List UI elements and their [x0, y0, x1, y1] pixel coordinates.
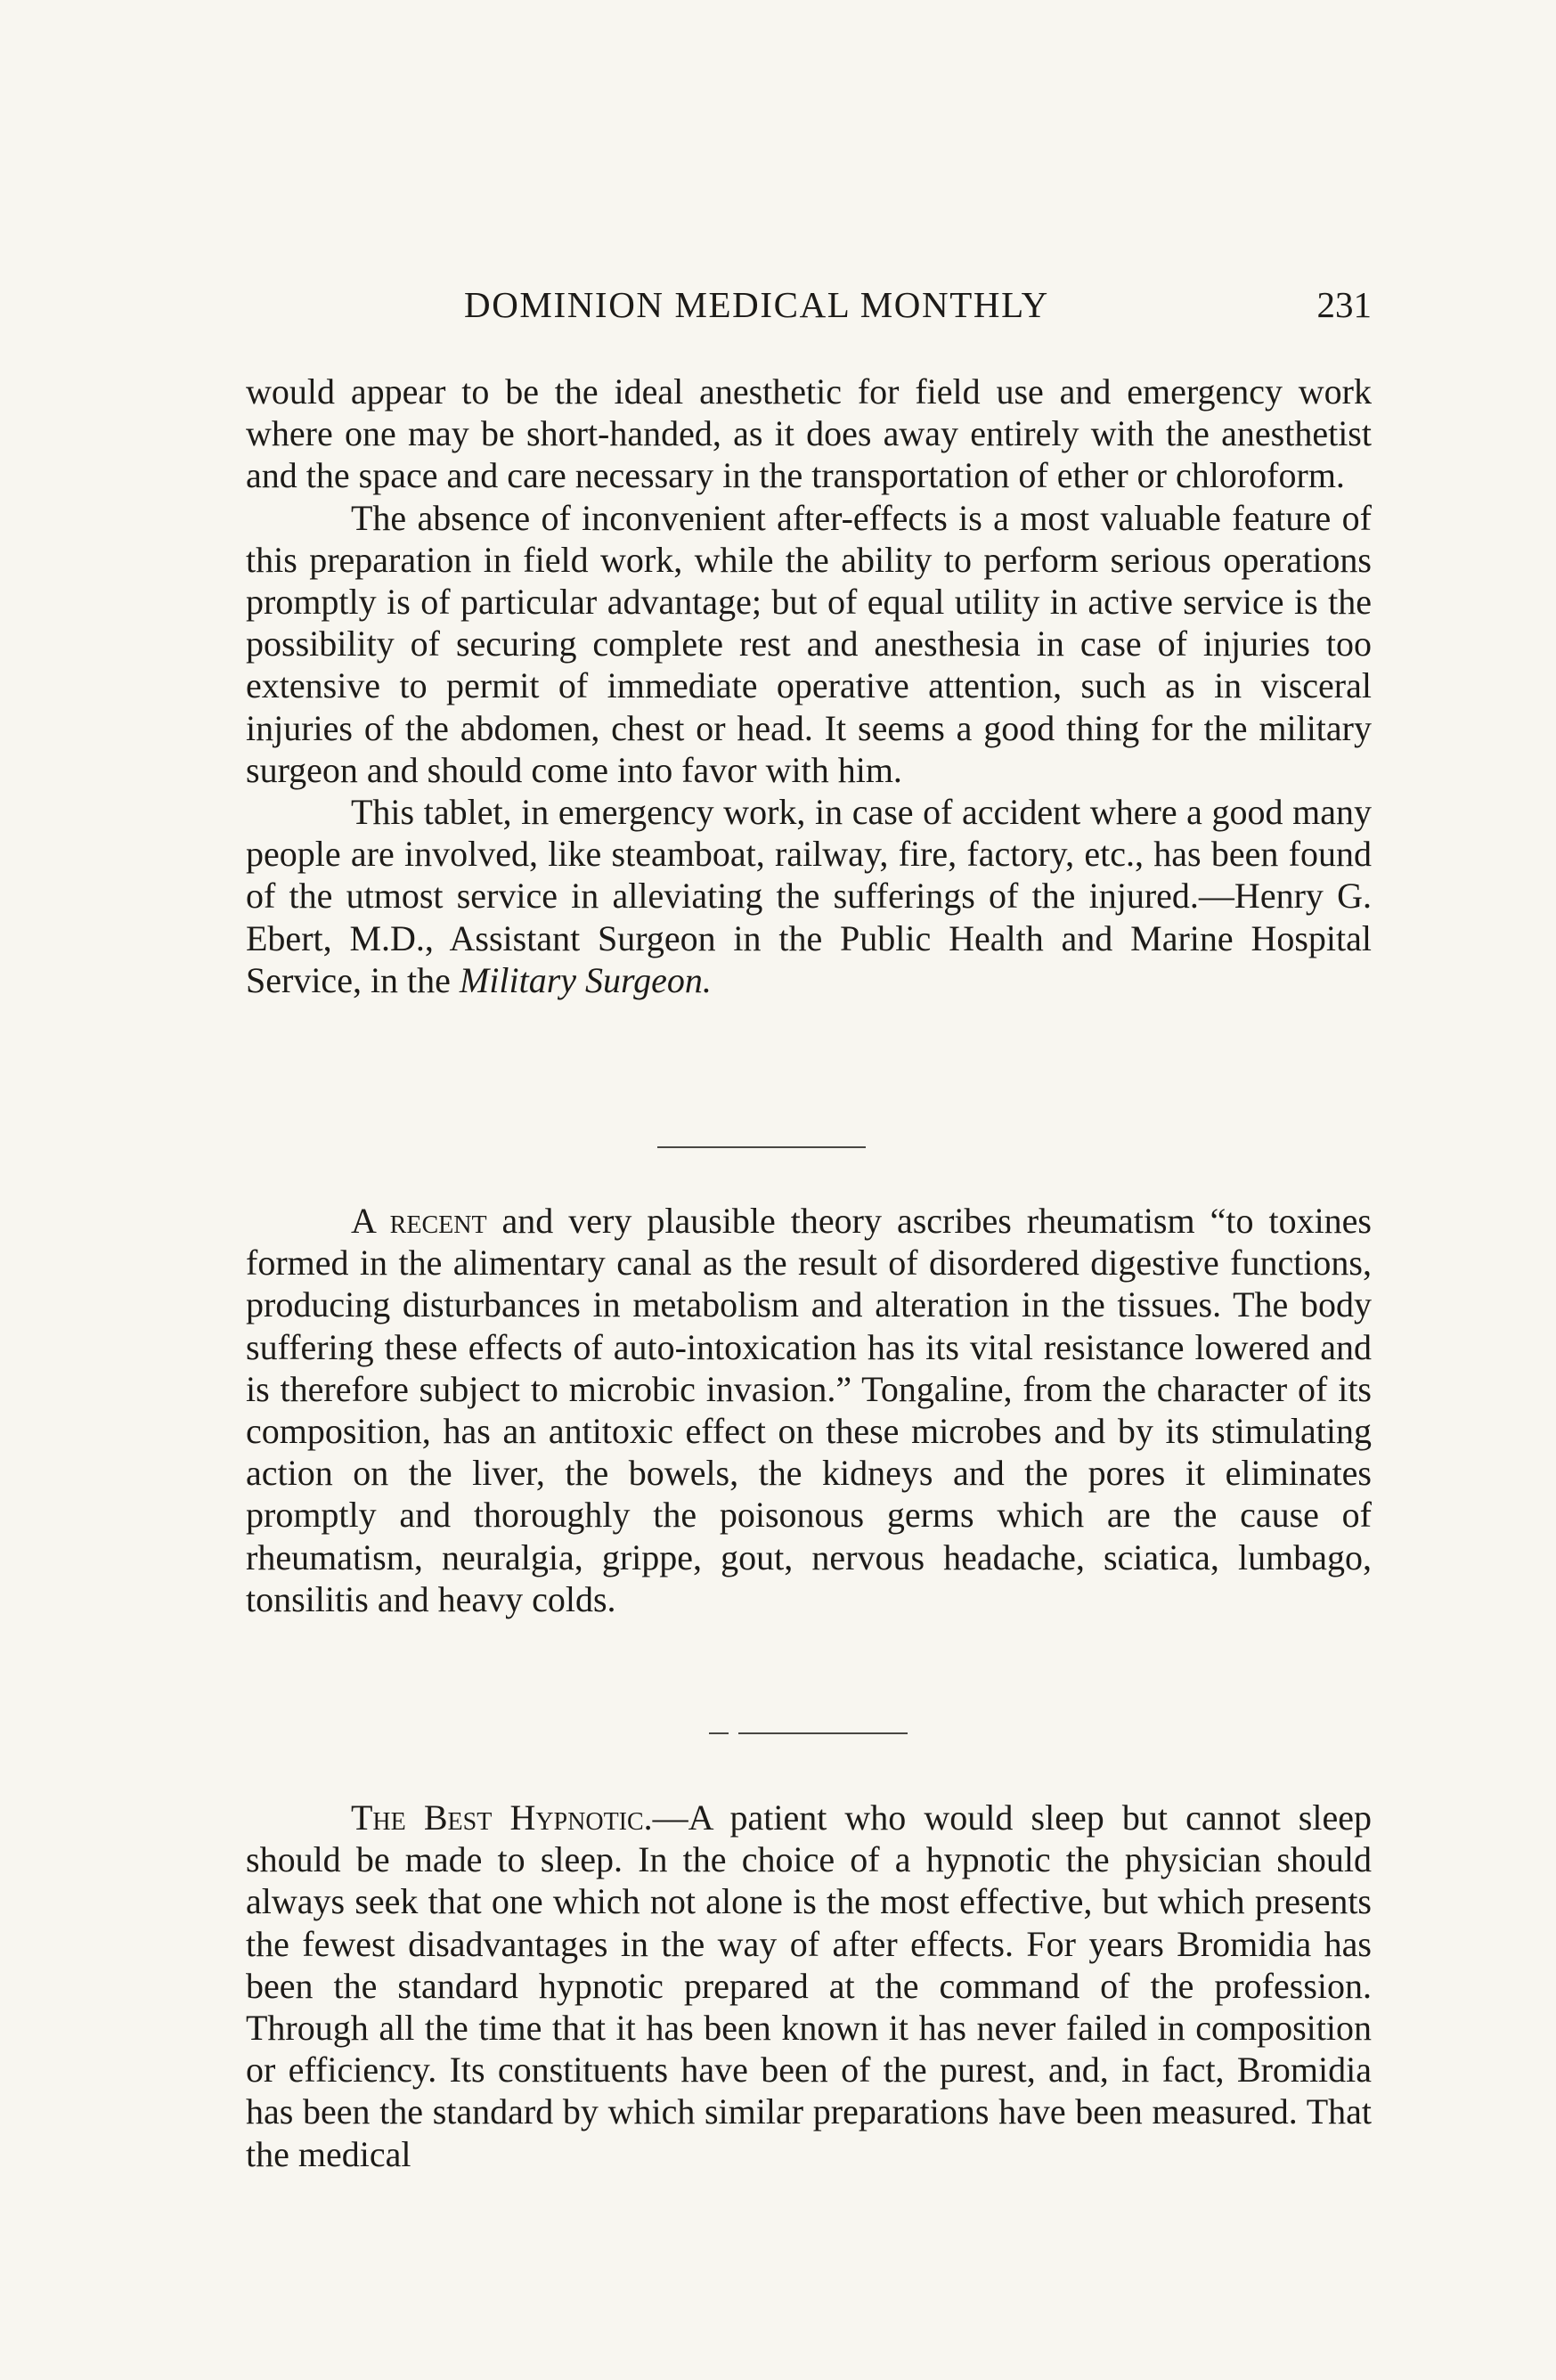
paragraph-continuation: would appear to be the ideal anesthetic for field use and emergency work where one may be short-handed, as it does away entirely with the anesthetist and the space and care necessary in the transportation of ether or chloroform. [246, 371, 1372, 496]
article-rheumatism [246, 1200, 1372, 1620]
page-number: 231 [1316, 284, 1372, 325]
article-hypnotic [246, 1797, 1372, 2175]
paragraph-rheumatism-text: and very plausible theory ascribes rheumatism “to toxines formed in the alimentary canal as the result of disordered digestive functions, producing disturbances in metabolism and alteration in the tissues. The body suffering these effects of auto-intoxication has its vital resistance lowered and is therefore subject to microbic invasion.” Tongaline, from the character of its composition, has an antitoxic effect on these microbes and by its stimulating action on the liver, the bowels, the kidneys and the pores it eliminates promptly and thoroughly the poisonous germs which are the cause of rheumatism, neuralgia, grippe, gout, nervous headache, sciatica, lumbago, tonsilitis and heavy colds. [246, 1201, 1372, 1619]
section-divider-2 [738, 1732, 908, 1734]
source-journal-name: Military Surgeon. [459, 959, 712, 1000]
article-anesthetic [246, 371, 1372, 1001]
paragraph-tablet [246, 791, 1372, 1001]
paragraph-lead-best-hypnotic: The Best Hypnotic. [351, 1797, 653, 1838]
paragraph-lead-recent: A recent [351, 1201, 487, 1241]
journal-title: DOMINION MEDICAL MONTHLY [464, 284, 1049, 325]
paragraph-after-effects: The absence of inconvenient after-effects is a most valuable feature of this preparation in field work, while the ability to perform serious operations promptly is of particular advantage; but of equal utility in active service is the possibility of securing complete rest and anesthesia in case of injuries too extensive to permit of immediate operative attention, such as in visceral injuries of the abdomen, chest or head. It seems a good thing for the military surgeon and should come into favor with him. [246, 497, 1372, 790]
paragraph-hypnotic-text: —A patient who would sleep but cannot sleep should be made to sleep. In the choice of a hypnotic the physician should always seek that one which not alone is the most effective, but which presents the fewest disadvantages in the way of after effects. For years Bromidia has been the standard hypnotic prepared at the command of the profession. Through all the time that it has been known it has never failed in composition or efficiency. Its constituents have been of the purest, and, in fact, Bromidia has been the standard by which similar preparations have been measured. That the medical [246, 1797, 1372, 2174]
paragraph-tablet-text: This tablet, in emergency work, in case of accident where a good many people are involved, like steamboat, railway, fire, factory, etc., has been found of the utmost service in alleviating the sufferings of the injured.—Henry G. Ebert, M.D., Assistant Surgeon in the Public Health and Marine Hospital Service, in the [246, 792, 1372, 1000]
paragraph-hypnotic [246, 1797, 1372, 2175]
page-header [246, 283, 1372, 337]
paragraph-rheumatism [246, 1200, 1372, 1620]
section-divider-2-dash [709, 1732, 729, 1734]
section-divider-1 [657, 1146, 866, 1148]
